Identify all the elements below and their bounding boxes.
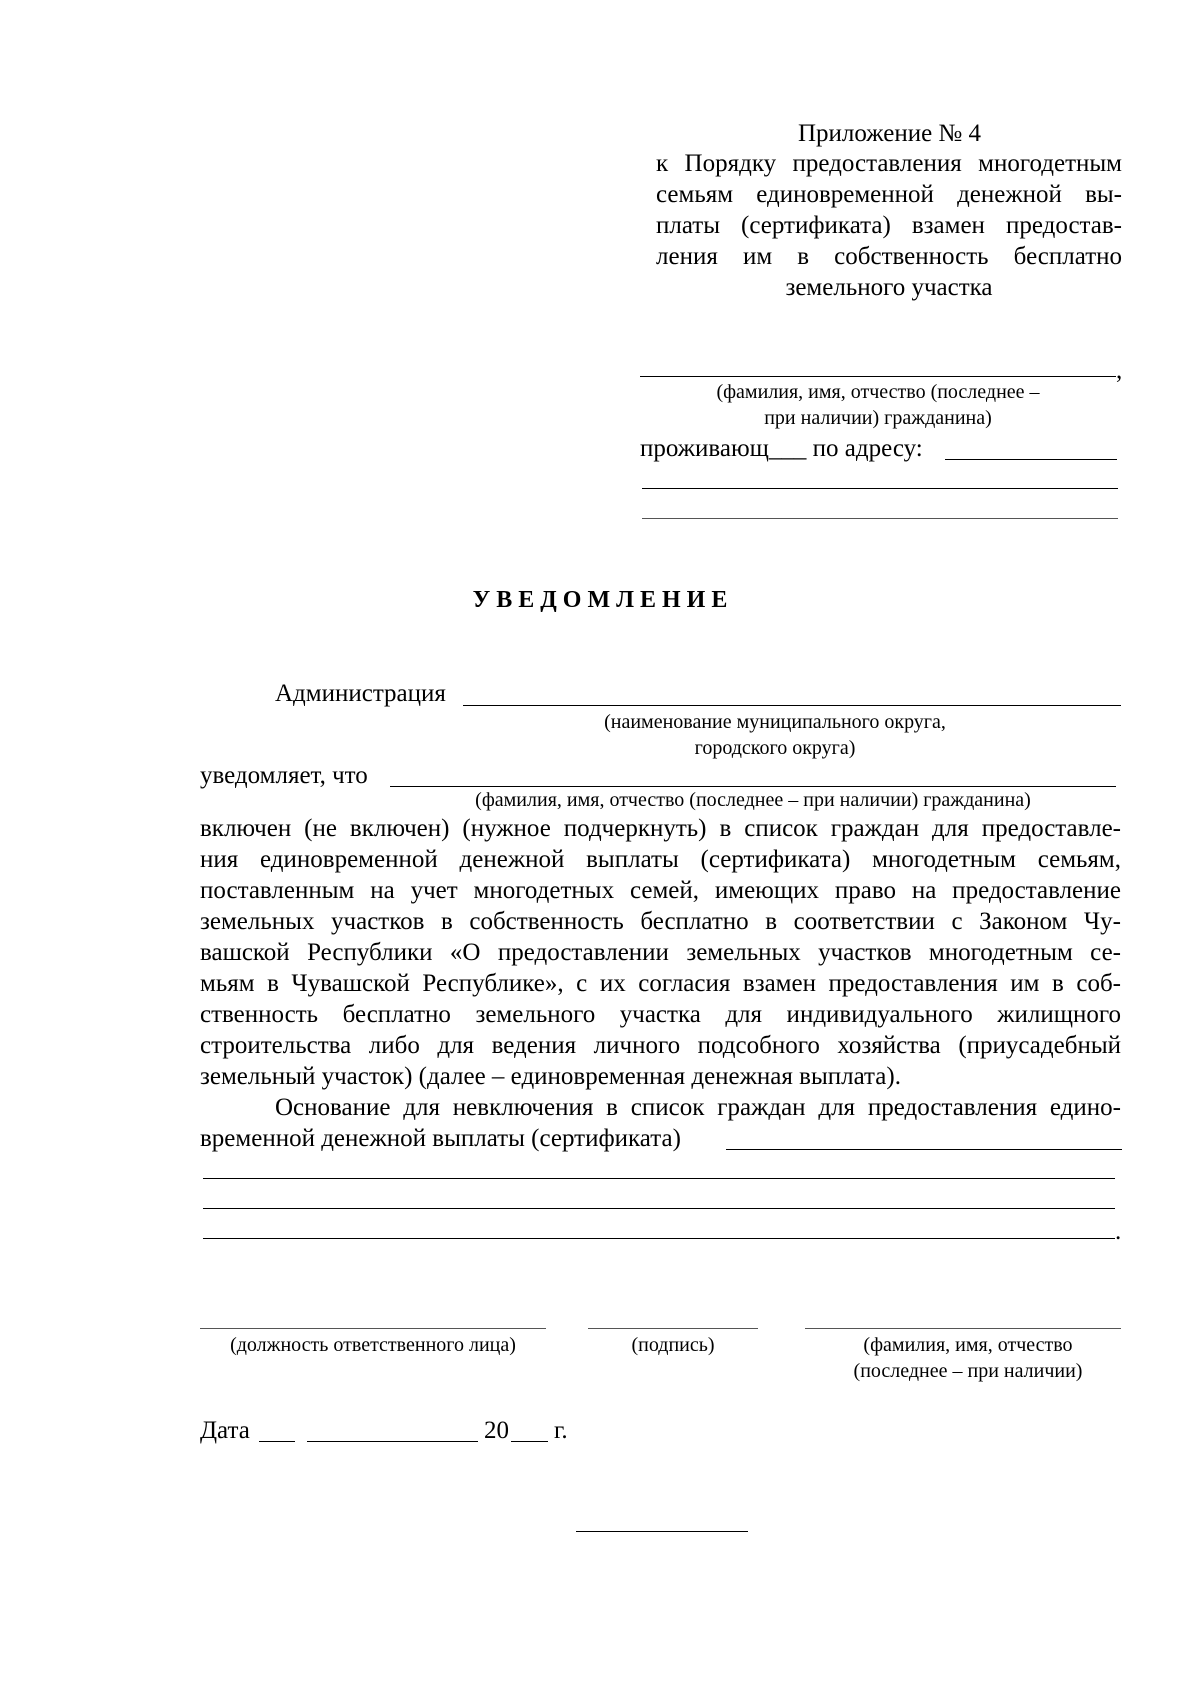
appendix-line: земельного участка bbox=[785, 274, 993, 301]
date-year-line bbox=[511, 1441, 548, 1442]
basis-line-blank bbox=[726, 1149, 1122, 1150]
admin-caption-line: городского округа) bbox=[694, 737, 856, 759]
admin-caption bbox=[560, 709, 990, 761]
body-line: поставленным на учет многодетных семей, имеющих право на предоставление bbox=[200, 877, 1121, 904]
date-day-line bbox=[259, 1441, 295, 1442]
recipient-name-line bbox=[640, 376, 1116, 377]
date-label: Дата bbox=[200, 1417, 250, 1444]
appendix-line: платы (сертификата) взамен предостав- bbox=[656, 212, 1122, 239]
admin-label: Администрация bbox=[275, 680, 446, 707]
recipient-caption bbox=[640, 379, 1116, 431]
fullname-caption bbox=[800, 1332, 1136, 1384]
address-line-3 bbox=[642, 518, 1118, 519]
recipient-caption-line: (фамилия, имя, отчество (последнее – bbox=[716, 381, 1040, 403]
appendix-number: Приложение № 4 bbox=[798, 120, 982, 147]
footer-separator bbox=[576, 1531, 748, 1532]
body-line: вашской Республики «О предоставлении земельных участков многодетным се- bbox=[200, 939, 1121, 966]
notify-label: уведомляет, что bbox=[200, 762, 368, 789]
signature-line bbox=[588, 1328, 758, 1329]
basis-end-period: . bbox=[1115, 1218, 1122, 1245]
appendix-line: семьям единовременной денежной вы- bbox=[656, 181, 1122, 208]
body-line: ственность бесплатно земельного участка для индивидуального жилищного bbox=[200, 1001, 1121, 1028]
date-month-line bbox=[307, 1441, 478, 1442]
document-title: У В Е Д О М Л Е Н И Е bbox=[472, 587, 728, 613]
recipient-comma: , bbox=[1116, 357, 1123, 384]
recipient-caption-line: при наличии) гражданина) bbox=[764, 407, 992, 429]
appendix-text bbox=[656, 148, 1122, 303]
admin-caption-line: (наименование муниципального округа, bbox=[604, 711, 946, 733]
fullname-caption-line: (фамилия, имя, отчество bbox=[863, 1334, 1073, 1356]
body-line: ния единовременной денежной выплаты (сертификата) многодетным семьям, bbox=[200, 846, 1121, 873]
fullname-line bbox=[805, 1328, 1121, 1329]
date-year-prefix: 20 bbox=[484, 1417, 509, 1444]
signature-caption: (подпись) bbox=[631, 1334, 715, 1356]
position-line bbox=[200, 1328, 546, 1329]
body-line: включен (не включен) (нужное подчеркнуть) в список граждан для предоставле- bbox=[200, 815, 1121, 842]
body-line: земельный участок) (далее – единовременная денежная выплата). bbox=[200, 1063, 901, 1090]
basis-line: Основание для невключения в список граждан для предоставления едино- bbox=[275, 1094, 1121, 1121]
basis-line-blank bbox=[203, 1238, 1115, 1239]
body-line: мьям в Чувашской Республике», с их согласия взамен предоставления им в соб- bbox=[200, 970, 1121, 997]
admin-name-line bbox=[463, 705, 1121, 706]
address-line-2 bbox=[642, 488, 1118, 489]
body-line: земельных участков в собственность бесплатно в соответствии с Законом Чу- bbox=[200, 908, 1121, 935]
position-caption: (должность ответственного лица) bbox=[230, 1334, 516, 1356]
address-label: проживающ___ по адресу: bbox=[640, 435, 923, 462]
address-line bbox=[945, 459, 1117, 460]
appendix-line: ления им в собственность бесплатно bbox=[656, 243, 1122, 270]
appendix-line: к Порядку предоставления многодетным bbox=[656, 150, 1122, 177]
body-paragraph bbox=[200, 813, 1121, 1092]
notify-caption: (фамилия, имя, отчество (последнее – при наличии) гражданина) bbox=[475, 789, 1031, 811]
basis-line: временной денежной выплаты (сертификата) bbox=[200, 1125, 681, 1152]
body-line: строительства либо для ведения личного подсобного хозяйства (приусадебный bbox=[200, 1032, 1121, 1059]
basis-line-blank bbox=[203, 1208, 1115, 1209]
date-year-suffix: г. bbox=[554, 1417, 568, 1444]
basis-line-blank bbox=[203, 1178, 1115, 1179]
fullname-caption-line: (последнее – при наличии) bbox=[853, 1360, 1083, 1382]
